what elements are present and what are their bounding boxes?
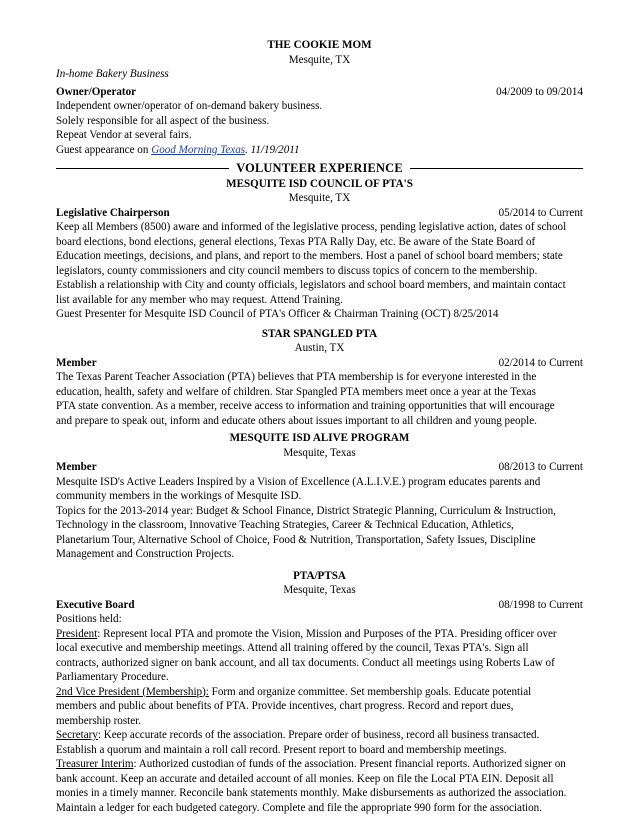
org-role: Member: [56, 356, 97, 369]
org-line: Topics for the 2013-2014 year: Budget & School Finance, District Strategic Planning, Curriculum & Instruction,: [56, 504, 556, 517]
org-role: Legislative Chairperson: [56, 206, 170, 219]
org-dates: 05/2014 to Current: [498, 206, 583, 219]
company-section: [56, 38, 583, 157]
position-text: Form and organize committee. Set membership goals. Educate potential: [208, 685, 532, 698]
position-secretary: [56, 728, 583, 743]
org-alive-program: [56, 431, 583, 562]
company-line: Repeat Vendor at several fairs.: [56, 129, 192, 141]
company-role: Owner/Operator: [56, 85, 137, 98]
company-role-row: [56, 85, 583, 100]
position-line: Maintain a ledger for each budgeted category. Complete and file the appropriate 990 form for the association.: [56, 801, 542, 814]
company-line: Independent owner/operator of on-demand bakery business.: [56, 100, 323, 112]
position-line: monies in a timely manner. Reconcile bank statements monthly. Make disbursements as authorized the association.: [56, 787, 567, 799]
position-line: Establish a quorum and maintain a roll call record. Present report to board and membership meetings.: [56, 743, 507, 756]
org-name: MESQUITE ISD ALIVE PROGRAM: [229, 432, 410, 444]
company-dates: 04/2009 to 09/2014: [496, 85, 583, 98]
org-star-spangled: [56, 327, 583, 429]
volunteer-section-heading: [56, 161, 583, 176]
guest-prefix: Guest appearance on: [56, 143, 152, 156]
org-role-row: [56, 460, 583, 475]
positions-intro: Positions held:: [56, 613, 122, 625]
org-line: Planetarium Tour, Alternative School of Choice, Food & Nutrition, Transportation, Safety Issues, Discipline: [56, 533, 536, 546]
org-line: Education meetings, decisions, and plans, and report to the members. Host a panel of school board members; state: [56, 250, 563, 262]
org-line: Establish a relationship with City and county officials, legislators and school board members, and maintain contact: [56, 279, 566, 291]
org-location: Mesquite, TX: [288, 192, 351, 204]
org-line: PTA state convention. As a member, receive access to information and training opportunities that will encourage: [56, 400, 555, 412]
org-location: Mesquite, Texas: [283, 446, 356, 459]
position-line: bank account. Keep an accurate and detailed account of all monies. Keep on file the Local PTA EIN. Deposit all: [56, 772, 554, 785]
org-role-row: [56, 206, 583, 221]
org-dates: 02/2014 to Current: [498, 356, 583, 369]
position-line: local executive and membership meetings. Attend all training offered by the council, Texas PTA's. Sign all: [56, 642, 529, 654]
org-location: Mesquite, Texas: [283, 584, 356, 596]
position-title: Treasurer Interim: [56, 758, 134, 770]
org-line: Mesquite ISD's Active Leaders Inspired by a Vision of Excellence (A.L.I.V.E.) program educates parents and: [56, 475, 541, 488]
position-text: : Authorized custodian of funds of the association. Present financial reports. Authorized signer on: [133, 758, 566, 770]
org-location: Austin, TX: [294, 342, 345, 354]
org-line: education, health, safety and welfare of children. Star Spangled PTA members meet once a year at the Texas: [56, 385, 536, 398]
org-name: PTA/PTSA: [293, 569, 346, 582]
heading-rule-right: [410, 168, 583, 169]
position-text: : Represent local PTA and promote the Vision, Mission and Purposes of the PTA. Presiding officer over: [97, 627, 557, 640]
org-line: list available for any member who may request. Attend Training.: [56, 293, 343, 306]
position-text: : Keep accurate records of the association. Prepare order of business, record all business transacted.: [97, 729, 540, 741]
org-line: board elections, bond elections, general elections, Texas PTA Rally Day, etc. Be aware of the State Board of: [56, 235, 536, 248]
company-description: In-home Bakery Business: [56, 68, 169, 80]
org-pta-ptsa: [56, 569, 583, 816]
guest-suffix: . 11/19/2011: [245, 143, 300, 156]
volunteer-heading-text: VOLUNTEER EXPERIENCE: [236, 161, 403, 175]
position-treasurer: [56, 757, 583, 772]
org-line: and prepare to speak out, inform and educate others about issues important to all children and young people.: [56, 414, 537, 427]
position-vice-president: [56, 685, 583, 700]
org-line: community members in the workings of Mesquite ISD.: [56, 490, 302, 502]
good-morning-texas-link[interactable]: Good Morning Texas: [151, 143, 246, 156]
company-location: Mesquite, TX: [288, 53, 351, 66]
position-title: 2nd Vice President (Membership):: [56, 685, 209, 698]
org-role: Member: [56, 461, 97, 473]
position-line: Parliamentary Procedure.: [56, 671, 169, 683]
company-name: THE COOKIE MOM: [267, 39, 372, 51]
org-role-row: [56, 598, 583, 613]
org-name: MESQUITE ISD COUNCIL OF PTA'S: [226, 177, 413, 190]
position-title: President: [56, 627, 98, 640]
org-role-row: [56, 356, 583, 371]
org-name: STAR SPANGLED PTA: [261, 327, 378, 340]
org-dates: 08/2013 to Current: [498, 461, 583, 473]
org-line: The Texas Parent Teacher Association (PTA) believes that PTA membership is for everyone interested in the: [56, 371, 537, 383]
org-role: Executive Board: [56, 598, 135, 611]
org-line: Guest Presenter for Mesquite ISD Council of PTA's Officer & Chairman Training (OCT) 8/25/2014: [56, 308, 499, 320]
position-line: members and public about benefits of PTA. Provide incentives, chart progress. Record and report dues,: [56, 700, 514, 712]
position-line: membership roster.: [56, 714, 142, 727]
org-line: Management and Construction Projects.: [56, 548, 235, 560]
org-mesquite-council: [56, 177, 583, 322]
position-line: contracts, authorized signer on bank account, and all tax documents. Conduct all meetings using Roberts Law of: [56, 656, 555, 669]
heading-rule-left: [56, 168, 229, 169]
org-dates: 08/1998 to Current: [498, 598, 583, 611]
position-president: [56, 627, 583, 642]
org-line: Keep all Members (8500) aware and informed of the legislative process, pending legislative action, dates of school: [56, 221, 567, 233]
org-line: legislators, county commissioners and city council members to discuss topics of concern to the membership.: [56, 264, 538, 277]
company-line: Solely responsible for all aspect of the business.: [56, 114, 270, 127]
org-line: Technology in the classroom, Innovative Teaching Strategies, Career & Technical Education, Athletics,: [56, 519, 514, 531]
position-title: Secretary: [56, 729, 98, 741]
company-guest-line: [56, 143, 583, 158]
